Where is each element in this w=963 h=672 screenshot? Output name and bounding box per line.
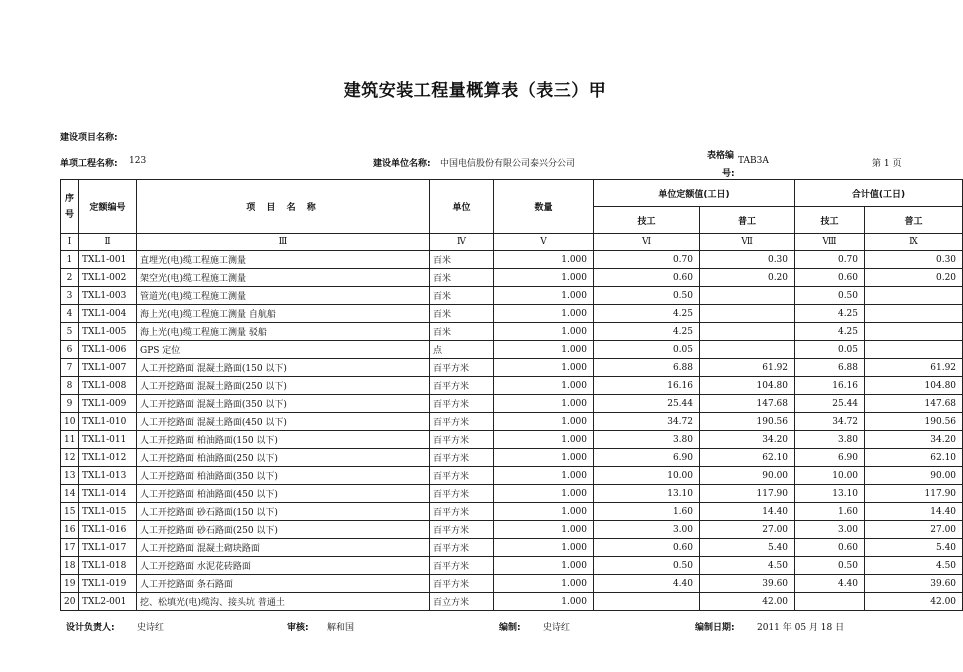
row-item-name: 挖、松填光(电)缆沟、接头坑 普通土 bbox=[137, 593, 430, 611]
row-code: TXL1-017 bbox=[79, 539, 137, 557]
row-code: TXL2-001 bbox=[79, 593, 137, 611]
roman-numeral: Ⅲ bbox=[137, 234, 430, 251]
row-total-tech: 0.50 bbox=[795, 287, 865, 305]
row-total-tech: 3.00 bbox=[795, 521, 865, 539]
row-total-tech: 0.50 bbox=[795, 557, 865, 575]
row-total-tech: 6.88 bbox=[795, 359, 865, 377]
date-value: 2011 年 05 月 18 日 bbox=[757, 623, 845, 633]
quantity-table bbox=[60, 179, 963, 611]
row-unit: 百平方米 bbox=[430, 377, 494, 395]
table-row bbox=[61, 557, 963, 575]
row-item-name: GPS 定位 bbox=[137, 341, 430, 359]
row-qty: 1.000 bbox=[494, 593, 594, 611]
row-code: TXL1-010 bbox=[79, 413, 137, 431]
header-item: 项 目 名 称 bbox=[137, 180, 430, 234]
row-unit-tech: 3.00 bbox=[594, 521, 700, 539]
table-row bbox=[61, 431, 963, 449]
builder-value: 中国电信股份有限公司泰兴分公司 bbox=[440, 159, 576, 169]
row-unit-tech: 1.60 bbox=[594, 503, 700, 521]
row-qty: 1.000 bbox=[494, 287, 594, 305]
row-qty: 1.000 bbox=[494, 395, 594, 413]
row-unit-tech: 0.60 bbox=[594, 539, 700, 557]
row-seq: 19 bbox=[61, 575, 79, 593]
row-item-name: 人工开挖路面 条石路面 bbox=[137, 575, 430, 593]
row-seq: 9 bbox=[61, 395, 79, 413]
roman-numeral: Ⅵ bbox=[594, 234, 700, 251]
row-unit-general: 5.40 bbox=[700, 539, 795, 557]
row-item-name: 人工开挖路面 混凝土路面(450 以下) bbox=[137, 413, 430, 431]
table-row bbox=[61, 287, 963, 305]
row-unit: 百平方米 bbox=[430, 395, 494, 413]
table-row bbox=[61, 359, 963, 377]
header-unit-quota: 单位定额值(工日) bbox=[594, 180, 795, 207]
row-unit: 百平方米 bbox=[430, 485, 494, 503]
row-total-general bbox=[865, 305, 963, 323]
row-seq: 7 bbox=[61, 359, 79, 377]
row-unit-general: 27.00 bbox=[700, 521, 795, 539]
row-unit: 百平方米 bbox=[430, 413, 494, 431]
row-code: TXL1-016 bbox=[79, 521, 137, 539]
row-item-name: 人工开挖路面 柏油路面(350 以下) bbox=[137, 467, 430, 485]
editor-value: 史诗红 bbox=[543, 623, 571, 633]
row-total-general: 42.00 bbox=[865, 593, 963, 611]
row-seq: 12 bbox=[61, 449, 79, 467]
row-qty: 1.000 bbox=[494, 449, 594, 467]
row-qty: 1.000 bbox=[494, 323, 594, 341]
row-unit-tech: 13.10 bbox=[594, 485, 700, 503]
single-project-value: 123 bbox=[129, 156, 147, 166]
row-total-tech: 6.90 bbox=[795, 449, 865, 467]
table-row bbox=[61, 323, 963, 341]
row-seq: 8 bbox=[61, 377, 79, 395]
row-seq: 1 bbox=[61, 251, 79, 269]
row-total-tech bbox=[795, 593, 865, 611]
row-code: TXL1-007 bbox=[79, 359, 137, 377]
row-total-general: 5.40 bbox=[865, 539, 963, 557]
row-total-general: 147.68 bbox=[865, 395, 963, 413]
builder-label: 建设单位名称: bbox=[373, 159, 431, 169]
row-unit-general: 34.20 bbox=[700, 431, 795, 449]
row-unit-tech: 0.50 bbox=[594, 557, 700, 575]
row-total-general bbox=[865, 341, 963, 359]
row-unit-general bbox=[700, 287, 795, 305]
roman-numeral: Ⅸ bbox=[865, 234, 963, 251]
roman-numeral: Ⅶ bbox=[700, 234, 795, 251]
table-row bbox=[61, 593, 963, 611]
row-unit: 百米 bbox=[430, 287, 494, 305]
row-code: TXL1-014 bbox=[79, 485, 137, 503]
row-total-general: 34.20 bbox=[865, 431, 963, 449]
row-unit: 百平方米 bbox=[430, 467, 494, 485]
row-item-name: 海上光(电)缆工程施工测量 自航船 bbox=[137, 305, 430, 323]
row-unit-tech: 0.50 bbox=[594, 287, 700, 305]
row-total-tech: 3.80 bbox=[795, 431, 865, 449]
row-qty: 1.000 bbox=[494, 431, 594, 449]
row-unit-general: 117.90 bbox=[700, 485, 795, 503]
row-code: TXL1-003 bbox=[79, 287, 137, 305]
table-row bbox=[61, 575, 963, 593]
row-unit: 百米 bbox=[430, 305, 494, 323]
row-qty: 1.000 bbox=[494, 251, 594, 269]
row-qty: 1.000 bbox=[494, 521, 594, 539]
row-total-general: 104.80 bbox=[865, 377, 963, 395]
row-seq: 10 bbox=[61, 413, 79, 431]
row-code: TXL1-015 bbox=[79, 503, 137, 521]
row-qty: 1.000 bbox=[494, 341, 594, 359]
row-total-general: 61.92 bbox=[865, 359, 963, 377]
page-title: 建筑安装工程量概算表（表三）甲 bbox=[343, 81, 607, 101]
row-unit-general: 190.56 bbox=[700, 413, 795, 431]
row-unit-general: 0.20 bbox=[700, 269, 795, 287]
row-unit: 百平方米 bbox=[430, 521, 494, 539]
row-unit-tech: 25.44 bbox=[594, 395, 700, 413]
row-unit: 百平方米 bbox=[430, 557, 494, 575]
row-unit-general: 147.68 bbox=[700, 395, 795, 413]
row-code: TXL1-006 bbox=[79, 341, 137, 359]
row-item-name: 海上光(电)缆工程施工测量 驳船 bbox=[137, 323, 430, 341]
roman-numeral: Ⅱ bbox=[79, 234, 137, 251]
row-item-name: 人工开挖路面 混凝土路面(250 以下) bbox=[137, 377, 430, 395]
row-qty: 1.000 bbox=[494, 467, 594, 485]
row-seq: 18 bbox=[61, 557, 79, 575]
page-number: 第 1 页 bbox=[872, 159, 902, 169]
row-code: TXL1-019 bbox=[79, 575, 137, 593]
row-unit-general: 90.00 bbox=[700, 467, 795, 485]
row-unit-tech: 6.88 bbox=[594, 359, 700, 377]
row-qty: 1.000 bbox=[494, 305, 594, 323]
table-row bbox=[61, 251, 963, 269]
row-seq: 4 bbox=[61, 305, 79, 323]
row-item-name: 人工开挖路面 柏油路面(150 以下) bbox=[137, 431, 430, 449]
row-unit-tech: 6.90 bbox=[594, 449, 700, 467]
header-tech: 技工 bbox=[594, 207, 700, 234]
row-total-general: 4.50 bbox=[865, 557, 963, 575]
form-no-value: TAB3A bbox=[738, 156, 769, 166]
row-qty: 1.000 bbox=[494, 413, 594, 431]
row-code: TXL1-005 bbox=[79, 323, 137, 341]
row-unit-general: 42.00 bbox=[700, 593, 795, 611]
row-unit-general: 14.40 bbox=[700, 503, 795, 521]
row-unit-tech: 10.00 bbox=[594, 467, 700, 485]
row-unit-tech: 4.25 bbox=[594, 323, 700, 341]
row-item-name: 人工开挖路面 柏油路面(250 以下) bbox=[137, 449, 430, 467]
header-unit: 单位 bbox=[430, 180, 494, 234]
header-code: 定额编号 bbox=[79, 180, 137, 234]
row-seq: 14 bbox=[61, 485, 79, 503]
row-total-tech: 4.40 bbox=[795, 575, 865, 593]
row-total-tech: 0.05 bbox=[795, 341, 865, 359]
row-seq: 20 bbox=[61, 593, 79, 611]
row-total-tech: 4.25 bbox=[795, 305, 865, 323]
single-project-label: 单项工程名称: bbox=[60, 159, 118, 169]
table-row bbox=[61, 341, 963, 359]
row-unit-general: 61.92 bbox=[700, 359, 795, 377]
table-row bbox=[61, 503, 963, 521]
row-unit-general: 39.60 bbox=[700, 575, 795, 593]
row-unit: 百平方米 bbox=[430, 539, 494, 557]
row-code: TXL1-004 bbox=[79, 305, 137, 323]
row-seq: 11 bbox=[61, 431, 79, 449]
row-unit: 百米 bbox=[430, 251, 494, 269]
row-code: TXL1-013 bbox=[79, 467, 137, 485]
table-row bbox=[61, 485, 963, 503]
row-item-name: 人工开挖路面 砂石路面(250 以下) bbox=[137, 521, 430, 539]
editor-label: 编制: bbox=[499, 623, 521, 633]
row-seq: 2 bbox=[61, 269, 79, 287]
table-row bbox=[61, 539, 963, 557]
header-qty: 数量 bbox=[494, 180, 594, 234]
row-unit-tech: 3.80 bbox=[594, 431, 700, 449]
row-seq: 16 bbox=[61, 521, 79, 539]
row-item-name: 人工开挖路面 混凝土砌块路面 bbox=[137, 539, 430, 557]
row-unit: 百立方米 bbox=[430, 593, 494, 611]
row-unit-tech: 4.40 bbox=[594, 575, 700, 593]
reviewer-label: 审核: bbox=[287, 623, 309, 633]
roman-numeral: Ⅰ bbox=[61, 234, 79, 251]
row-qty: 1.000 bbox=[494, 377, 594, 395]
row-total-general bbox=[865, 287, 963, 305]
row-total-tech: 0.60 bbox=[795, 269, 865, 287]
row-unit-general bbox=[700, 305, 795, 323]
table-row bbox=[61, 449, 963, 467]
row-seq: 6 bbox=[61, 341, 79, 359]
row-total-tech: 0.70 bbox=[795, 251, 865, 269]
row-qty: 1.000 bbox=[494, 503, 594, 521]
row-seq: 13 bbox=[61, 467, 79, 485]
table-row bbox=[61, 413, 963, 431]
reviewer-value: 解和国 bbox=[327, 623, 355, 633]
row-code: TXL1-009 bbox=[79, 395, 137, 413]
row-total-general: 39.60 bbox=[865, 575, 963, 593]
row-qty: 1.000 bbox=[494, 485, 594, 503]
designer-label: 设计负责人: bbox=[66, 623, 115, 633]
row-item-name: 直埋光(电)缆工程施工测量 bbox=[137, 251, 430, 269]
row-total-general: 14.40 bbox=[865, 503, 963, 521]
row-seq: 3 bbox=[61, 287, 79, 305]
row-total-general: 90.00 bbox=[865, 467, 963, 485]
row-total-general: 27.00 bbox=[865, 521, 963, 539]
row-total-tech: 25.44 bbox=[795, 395, 865, 413]
row-code: TXL1-008 bbox=[79, 377, 137, 395]
row-unit: 百平方米 bbox=[430, 431, 494, 449]
row-qty: 1.000 bbox=[494, 539, 594, 557]
row-code: TXL1-002 bbox=[79, 269, 137, 287]
header-general-total: 普工 bbox=[865, 207, 963, 234]
row-seq: 5 bbox=[61, 323, 79, 341]
table-body bbox=[61, 251, 963, 611]
row-qty: 1.000 bbox=[494, 269, 594, 287]
form-no-label-2: 号: bbox=[722, 169, 735, 179]
row-unit-general: 62.10 bbox=[700, 449, 795, 467]
row-total-general: 62.10 bbox=[865, 449, 963, 467]
row-unit-tech: 16.16 bbox=[594, 377, 700, 395]
table-row bbox=[61, 521, 963, 539]
form-no-label-1: 表格编 bbox=[707, 151, 735, 161]
row-item-name: 架空光(电)缆工程施工测量 bbox=[137, 269, 430, 287]
row-item-name: 人工开挖路面 柏油路面(450 以下) bbox=[137, 485, 430, 503]
row-unit: 百平方米 bbox=[430, 575, 494, 593]
row-code: TXL1-001 bbox=[79, 251, 137, 269]
table-row bbox=[61, 467, 963, 485]
table-row bbox=[61, 305, 963, 323]
row-unit-tech: 0.60 bbox=[594, 269, 700, 287]
row-code: TXL1-011 bbox=[79, 431, 137, 449]
row-total-general: 117.90 bbox=[865, 485, 963, 503]
header-tech-total: 技工 bbox=[795, 207, 865, 234]
header-general: 普工 bbox=[700, 207, 795, 234]
row-unit-tech: 0.05 bbox=[594, 341, 700, 359]
row-unit: 百平方米 bbox=[430, 359, 494, 377]
project-name-label: 建设项目名称: bbox=[60, 133, 118, 143]
designer-value: 史诗红 bbox=[137, 623, 165, 633]
row-item-name: 人工开挖路面 水泥花砖路面 bbox=[137, 557, 430, 575]
row-total-general: 0.30 bbox=[865, 251, 963, 269]
row-qty: 1.000 bbox=[494, 359, 594, 377]
row-total-tech: 13.10 bbox=[795, 485, 865, 503]
row-unit-general: 4.50 bbox=[700, 557, 795, 575]
row-total-tech: 4.25 bbox=[795, 323, 865, 341]
row-unit: 百平方米 bbox=[430, 449, 494, 467]
row-item-name: 人工开挖路面 混凝土路面(350 以下) bbox=[137, 395, 430, 413]
header-seq: 序号 bbox=[61, 180, 79, 234]
row-unit-tech bbox=[594, 593, 700, 611]
row-code: TXL1-018 bbox=[79, 557, 137, 575]
row-unit-general: 104.80 bbox=[700, 377, 795, 395]
row-total-general: 0.20 bbox=[865, 269, 963, 287]
row-seq: 15 bbox=[61, 503, 79, 521]
row-total-tech: 16.16 bbox=[795, 377, 865, 395]
row-unit: 点 bbox=[430, 341, 494, 359]
table-row bbox=[61, 269, 963, 287]
row-total-tech: 1.60 bbox=[795, 503, 865, 521]
row-item-name: 管道光(电)缆工程施工测量 bbox=[137, 287, 430, 305]
row-unit-general bbox=[700, 323, 795, 341]
row-unit-general bbox=[700, 341, 795, 359]
row-seq: 17 bbox=[61, 539, 79, 557]
row-unit: 百米 bbox=[430, 269, 494, 287]
table-row bbox=[61, 395, 963, 413]
row-code: TXL1-012 bbox=[79, 449, 137, 467]
row-total-general: 190.56 bbox=[865, 413, 963, 431]
row-unit-tech: 0.70 bbox=[594, 251, 700, 269]
row-qty: 1.000 bbox=[494, 575, 594, 593]
roman-numeral: Ⅴ bbox=[494, 234, 594, 251]
row-unit-general: 0.30 bbox=[700, 251, 795, 269]
roman-numeral: Ⅳ bbox=[430, 234, 494, 251]
row-unit: 百平方米 bbox=[430, 503, 494, 521]
row-total-tech: 34.72 bbox=[795, 413, 865, 431]
row-qty: 1.000 bbox=[494, 557, 594, 575]
roman-numeral: Ⅷ bbox=[795, 234, 865, 251]
row-item-name: 人工开挖路面 砂石路面(150 以下) bbox=[137, 503, 430, 521]
header-total-value: 合计值(工日) bbox=[795, 180, 963, 207]
row-total-general bbox=[865, 323, 963, 341]
date-label: 编制日期: bbox=[695, 623, 735, 633]
row-unit-tech: 34.72 bbox=[594, 413, 700, 431]
row-total-tech: 10.00 bbox=[795, 467, 865, 485]
row-total-tech: 0.60 bbox=[795, 539, 865, 557]
row-item-name: 人工开挖路面 混凝土路面(150 以下) bbox=[137, 359, 430, 377]
row-unit-tech: 4.25 bbox=[594, 305, 700, 323]
table-row bbox=[61, 377, 963, 395]
row-unit: 百米 bbox=[430, 323, 494, 341]
